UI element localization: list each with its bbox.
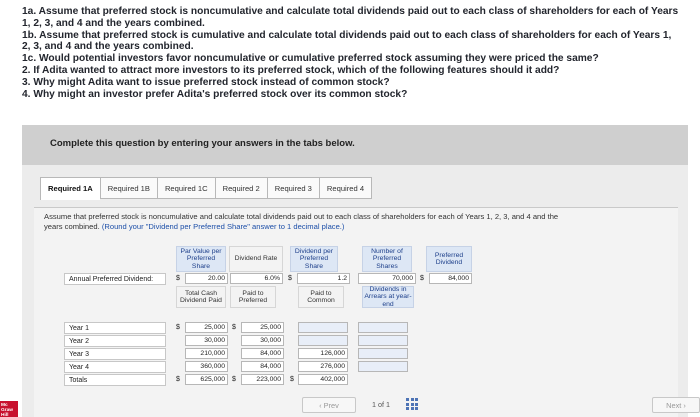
header-dividend-rate: Dividend Rate	[229, 246, 283, 272]
tab-bar	[40, 177, 372, 199]
header-preferred-dividend: Preferred Dividend	[426, 246, 472, 272]
instructions-banner	[22, 125, 688, 165]
question-line: 1a. Assume that preferred stock is noncumulative and calculate total dividends paid out to each class of shareholders for each of Years	[22, 6, 679, 17]
next-button[interactable]	[652, 397, 700, 413]
arrears-year-1[interactable]	[358, 322, 408, 333]
total-cash-year-3[interactable]: 210,000	[185, 348, 228, 359]
question-line: 3. Why might Adita want to issue preferred stock instead of common stock?	[22, 76, 390, 88]
question-line: 1b. Assume that preferred stock is cumulative and calculate total dividends paid out to each class of shareholders for each of Years 1,	[22, 29, 672, 41]
row-label-year-1: Year 1	[64, 322, 166, 334]
arrears-year-4[interactable]	[358, 361, 408, 372]
question-line: 2, 3, and 4 and the years combined.	[22, 41, 194, 53]
paid-common-year-2[interactable]	[298, 335, 348, 346]
num-shares-input[interactable]: 70,000	[358, 273, 416, 284]
tab-required-1c[interactable]: Required 1C	[157, 177, 215, 199]
paid-preferred-totals: 223,000	[241, 374, 284, 385]
question-line: 1, 2, 3, and 4 and the years combined.	[22, 17, 205, 29]
row-label-year-4: Year 4	[64, 361, 166, 373]
paid-preferred-year-3[interactable]: 84,000	[241, 348, 284, 359]
row-label-year-2: Year 2	[64, 335, 166, 347]
tabs-container	[22, 165, 688, 417]
header-paid-preferred: Paid to Preferred	[230, 286, 276, 308]
dividend-rate-input[interactable]: 6.0%	[230, 273, 283, 284]
header-par-value: Par Value per Preferred Share	[176, 246, 226, 272]
currency-symbol: $	[288, 275, 292, 282]
question-line: 2. If Adita wanted to attract more investors to its preferred stock, which of the following features should it add?	[22, 64, 560, 76]
dividend-per-share-input[interactable]: 1.2	[297, 273, 350, 284]
total-cash-totals: 625,000	[185, 374, 228, 385]
paid-preferred-year-1[interactable]: 25,000	[241, 322, 284, 333]
tab-panel	[34, 207, 678, 417]
currency-symbol: $	[290, 376, 294, 383]
paid-common-year-3[interactable]: 126,000	[298, 348, 348, 359]
header-num-shares: Number of Preferred Shares	[362, 246, 412, 272]
total-cash-year-4[interactable]: 360,000	[185, 361, 228, 372]
prev-label: Prev	[323, 401, 339, 410]
tab-required-1b[interactable]: Required 1B	[100, 177, 157, 199]
row-label-totals: Totals	[64, 374, 166, 386]
question-list	[22, 6, 692, 100]
panel-instruction	[44, 212, 574, 231]
header-dividend-per-share: Dividend per Preferred Share	[290, 246, 338, 272]
arrears-year-2[interactable]	[358, 335, 408, 346]
instruction-hint: (Round your "Dividend per Preferred Share" answer to 1 decimal place.)	[101, 221, 345, 231]
mcgraw-hill-logo: Mc Graw Hill	[0, 401, 18, 417]
grid-icon[interactable]	[406, 398, 418, 410]
header-paid-common: Paid to Common	[298, 286, 344, 308]
row-label-year-3: Year 3	[64, 348, 166, 360]
currency-symbol: $	[232, 376, 236, 383]
total-cash-year-1[interactable]: 25,000	[185, 322, 228, 333]
header-dividends-arrears: Dividends in Arrears at year-end	[362, 286, 414, 308]
chevron-left-icon: ‹	[319, 401, 324, 410]
question-line: 4. Why might an investor prefer Adita's preferred stock over its common stock?	[22, 88, 408, 100]
annual-dividend-label: Annual Preferred Dividend:	[64, 273, 166, 285]
currency-symbol: $	[176, 376, 180, 383]
header-total-cash: Total Cash Dividend Paid	[176, 286, 226, 308]
paid-common-year-4[interactable]: 276,000	[298, 361, 348, 372]
tab-required-2[interactable]: Required 2	[215, 177, 267, 199]
tab-required-1a[interactable]: Required 1A	[40, 177, 100, 200]
paid-common-totals: 402,000	[298, 374, 348, 385]
tab-required-4[interactable]: Required 4	[319, 177, 372, 199]
tab-required-3[interactable]: Required 3	[267, 177, 319, 199]
prev-button[interactable]	[302, 397, 356, 413]
next-label: Next	[666, 401, 682, 410]
total-cash-year-2[interactable]: 30,000	[185, 335, 228, 346]
currency-symbol: $	[420, 275, 424, 282]
page-indicator: 1 of 1	[372, 400, 390, 409]
paid-preferred-year-4[interactable]: 84,000	[241, 361, 284, 372]
chevron-right-icon: ›	[681, 401, 686, 410]
paid-common-year-1[interactable]	[298, 322, 348, 333]
currency-symbol: $	[176, 275, 180, 282]
banner-text: Complete this question by entering your answers in the tabs below.	[50, 138, 355, 149]
arrears-year-3[interactable]	[358, 348, 408, 359]
currency-symbol: $	[232, 324, 236, 331]
instruction-text: Assume that preferred stock is noncumulative and calculate total dividends paid out to each class of shareholders for each of Years 1, 2, 3, and 4 and the years combined.	[44, 212, 559, 231]
question-line: 1c. Would potential investors favor noncumulative or cumulative preferred stock assuming they were priced the same?	[22, 53, 599, 65]
paid-preferred-year-2[interactable]: 30,000	[241, 335, 284, 346]
par-value-input[interactable]: 20.00	[185, 273, 228, 284]
preferred-dividend-input[interactable]: 84,000	[429, 273, 472, 284]
currency-symbol: $	[176, 324, 180, 331]
pagination-footer	[12, 394, 700, 417]
